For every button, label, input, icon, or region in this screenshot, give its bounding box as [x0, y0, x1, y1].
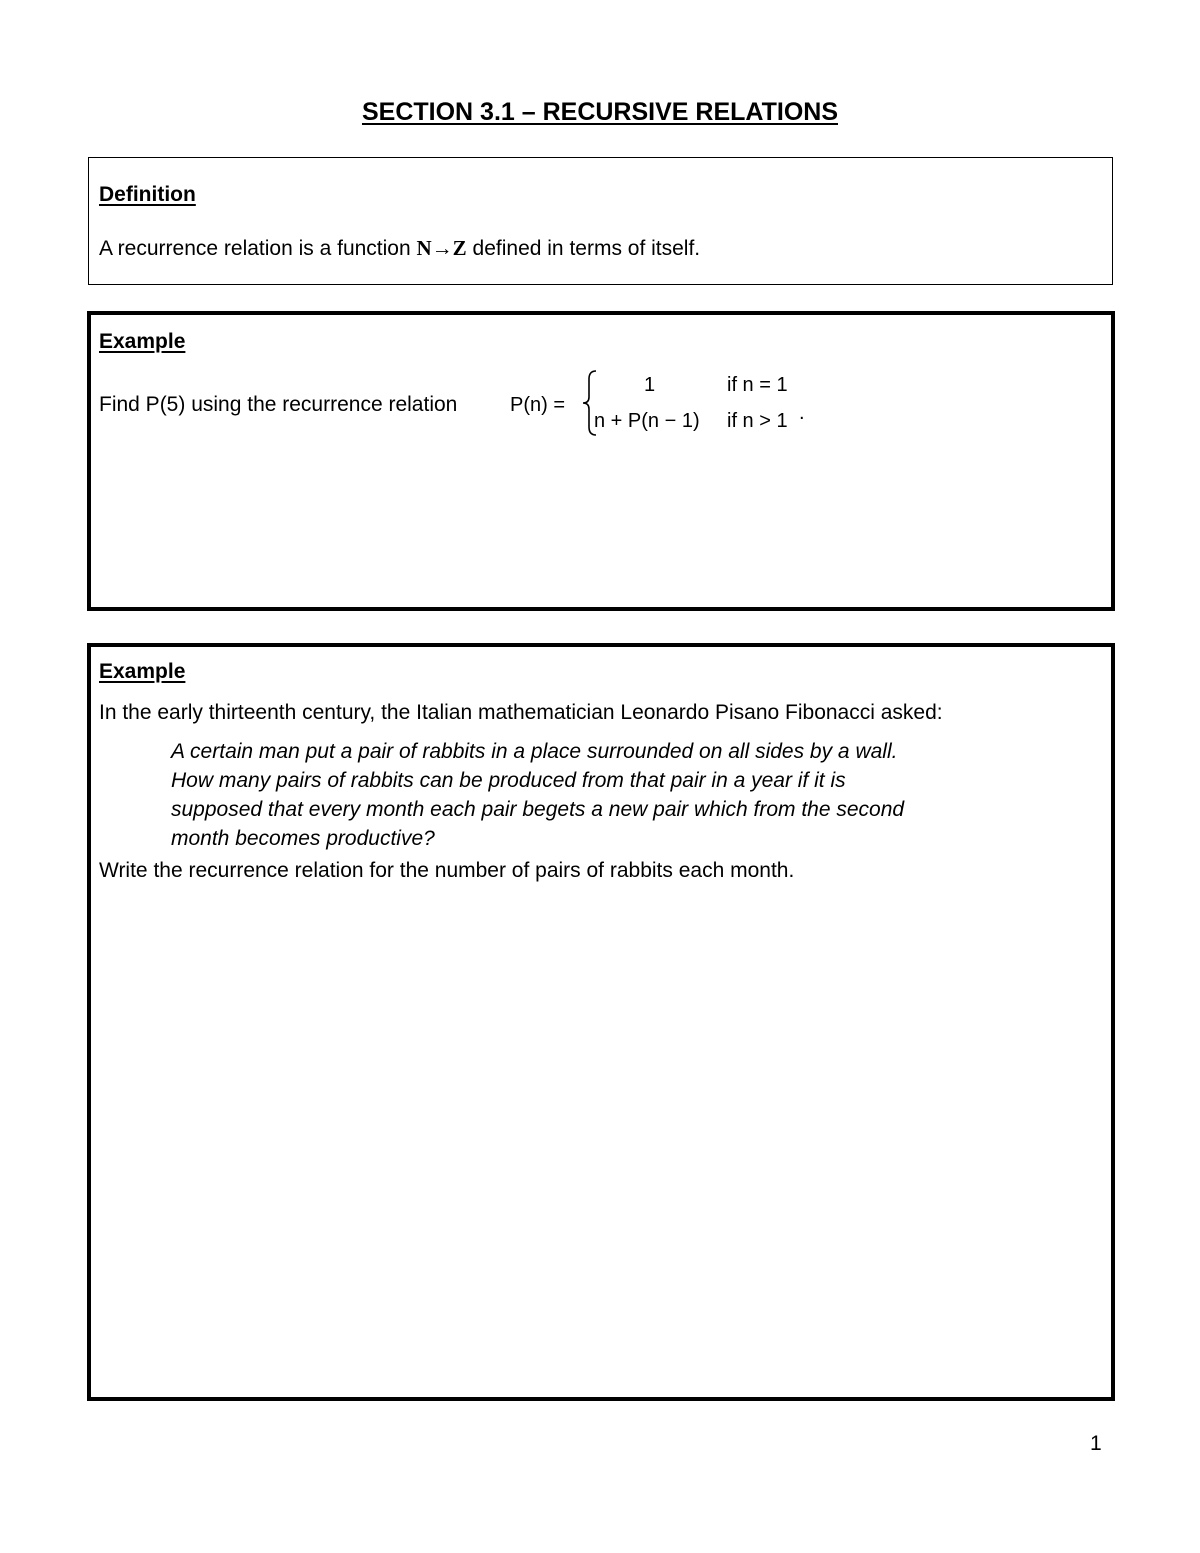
- definition-heading: Definition: [99, 183, 196, 206]
- case1-value: 1: [644, 374, 656, 396]
- example1-prompt: Find P(5) using the recurrence relation: [99, 393, 458, 416]
- quote-line: supposed that every month each pair begets a new pair which from the second: [171, 798, 905, 821]
- definition-box: [88, 157, 1113, 285]
- recurrence-lhs: P(n) =: [510, 394, 566, 416]
- definition-math: N→Z: [416, 236, 467, 260]
- example2-intro: In the early thirteenth century, the Italian mathematician Leonardo Pisano Fibonacci asked:: [99, 701, 943, 724]
- quote-line: How many pairs of rabbits can be produced from that pair in a year if it is: [171, 769, 846, 792]
- definition-text-before: A recurrence relation is a function: [99, 237, 417, 260]
- case2-condition: if n > 1: [727, 410, 788, 432]
- quote-line: A certain man put a pair of rabbits in a place surrounded on all sides by a wall.: [171, 740, 898, 763]
- example2-heading: Example: [99, 660, 186, 683]
- fibonacci-quote: [171, 737, 904, 853]
- case2-value: n + P(n − 1): [594, 410, 700, 432]
- case1-condition: if n = 1: [727, 374, 788, 396]
- definition-text-after: defined in terms of itself.: [466, 237, 701, 260]
- page-title: SECTION 3.1 – RECURSIVE RELATIONS: [361, 98, 838, 126]
- example1-heading: Example: [99, 330, 186, 353]
- example1-box: [87, 311, 1115, 611]
- equation-period: .: [799, 402, 805, 424]
- example2-question: Write the recurrence relation for the number of pairs of rabbits each month.: [99, 859, 795, 882]
- quote-line: month becomes productive?: [171, 827, 435, 850]
- definition-text: [99, 236, 700, 261]
- page-number: 1: [1090, 1432, 1102, 1455]
